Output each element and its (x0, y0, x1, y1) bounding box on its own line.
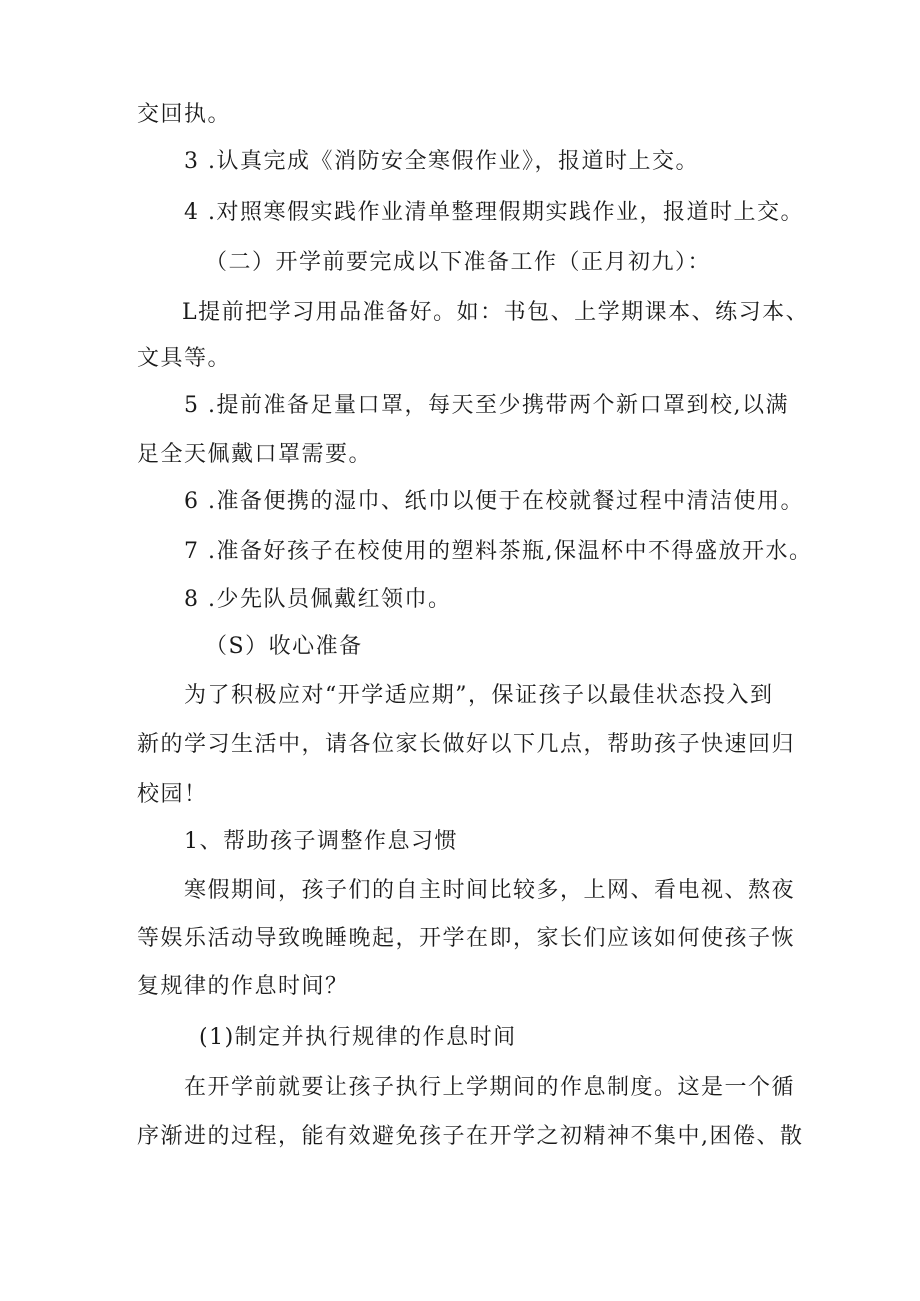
list-item: 8 .少先队员佩戴红领巾。 (184, 587, 452, 612)
text-line: 交回执。 (137, 102, 232, 127)
list-item: 4 .对照寒假实践作业清单整理假期实践作业，报道时上交。 (184, 200, 804, 225)
section-heading: （S）收心准备 (205, 634, 363, 659)
list-item: 5 .提前准备足量口罩，每天至少携带两个新口罩到校,以满 (184, 393, 789, 418)
text-line: 足全天佩戴口罩需要。 (137, 442, 373, 467)
list-item: 3 .认真完成《消防安全寒假作业》，报道时上交。 (184, 149, 699, 174)
text-line: 文具等。 (137, 346, 232, 371)
list-item: L提前把学习用品准备好。如：书包、上学期课本、练习本、 (182, 300, 810, 325)
list-item: 7 .准备好孩子在校使用的塑料茶瓶,保温杯中不得盛放开水。 (184, 539, 813, 564)
paragraph-line: 为了积极应对“开学适应期”，保证孩子以最佳状态投入到 (184, 683, 774, 708)
paragraph-line: 序渐进的过程，能有效避免孩子在开学之初精神不集中,困倦、散 (137, 1124, 804, 1149)
list-item: 6 .准备便携的湿巾、纸巾以便于在校就餐过程中清洁使用。 (184, 489, 804, 514)
paragraph-line: 复规律的作息时间？ (137, 974, 349, 999)
paragraph-line: 校园！ (137, 782, 208, 807)
paragraph-line: 等娱乐活动导致晚睡晚起，开学在即，家长们应该如何使孩子恢 (137, 926, 796, 951)
paragraph-line: 新的学习生活中，请各位家长做好以下几点，帮助孩子快速回归 (137, 732, 796, 757)
section-heading: （二）开学前要完成以下准备工作（正月初九）： (205, 250, 712, 275)
subsection-heading: 1、帮助孩子调整作息习惯 (184, 829, 458, 854)
paragraph-line: 在开学前就要让孩子执行上学期间的作息制度。这是一个循 (184, 1075, 796, 1100)
paragraph-line: 寒假期间，孩子们的自主时间比较多，上网、看电视、熬夜 (184, 878, 796, 903)
subsection-heading: (1)制定并执行规律的作息时间 (199, 1025, 517, 1050)
